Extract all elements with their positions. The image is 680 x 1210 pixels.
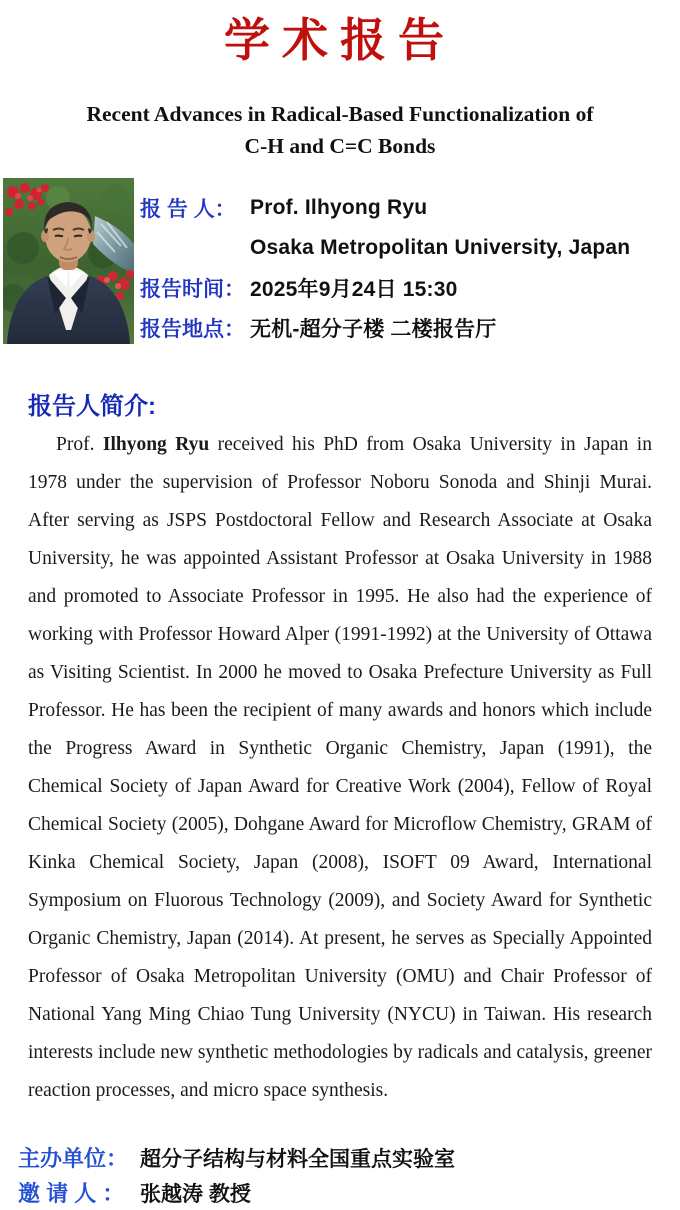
bio-speaker-name-bold: Ilhyong Ryu (102, 434, 210, 455)
info-block (140, 188, 680, 348)
talk-title-line1: Recent Advances in Radical-Based Functionalization of (86, 102, 594, 126)
bio-text-prefix: Prof. (56, 434, 103, 455)
host-value: 超分子结构与材料全国重点实验室 (140, 1147, 455, 1171)
bio-paragraph (28, 426, 652, 1110)
footer-row-host (18, 1140, 668, 1175)
location-value: 无机-超分子楼 二楼报告厅 (250, 318, 497, 341)
time-label: 报告时间： (140, 278, 245, 301)
host-label: 主办单位： (18, 1146, 129, 1171)
talk-title (0, 98, 680, 162)
speaker-photo (3, 178, 134, 344)
info-row-location (140, 308, 680, 348)
speaker-photo-illustration (3, 178, 134, 344)
info-row-time (140, 268, 680, 308)
location-label: 报告地点： (140, 318, 245, 341)
inviter-value: 张越涛 教授 (140, 1182, 251, 1206)
info-row-speaker (140, 188, 680, 228)
speaker-name: Prof. Ilhyong Ryu (250, 196, 428, 219)
talk-title-line2: C-H and C=C Bonds (244, 134, 436, 158)
time-value: 2025年9月24日 15:30 (250, 278, 458, 301)
page-title: 学术报告 (224, 14, 456, 66)
footer-row-inviter (18, 1175, 668, 1210)
bio-text-rest: received his PhD from Osaka University in Japan in 1978 under the supervision of Professor Noboru Sonoda and Shinji Murai. After serving as JSPS Postdoctoral Fellow and Research Associate at Osaka University, he was appointed Assistant Professor at Osaka University in 1988 and promoted to Associate Professor in 1995. He also had the experience of working with Professor Howard Alper (1991-1992) at the University of Ottawa as Visiting Scientist. In 2000 he moved to Osaka Prefecture University as Full Professor. He has been the recipient of many awards and honors which include the Progress Award in Synthetic Organic Chemistry, Japan (1991), the Chemical Society of Japan Award for Creative Work (2004), Fellow of Royal Chemical Society (2005), Dohgane Award for Microflow Chemistry, GRAM of Kinka Chemical Society, Japan (2008), ISOFT 09 Award, International Symposium on Fluorous Technology (2009), and Society Award for Synthetic Organic Chemistry, Japan (2014). At present, he serves as Specially Appointed Professor of Osaka Metropolitan University (OMU) and Chair Professor of National Yang Ming Chiao Tung University (NYCU) in Taiwan. His research interests include new synthetic methodologies by radicals and catalysis, greener reaction processes, and micro space synthesis. (28, 434, 652, 1101)
bio-heading: 报告人简介: (28, 393, 156, 420)
info-row-affiliation (140, 228, 680, 268)
inviter-label: 邀 请 人 ： (18, 1181, 125, 1206)
speaker-affiliation: Osaka Metropolitan University, Japan (250, 236, 631, 259)
speaker-label: 报 告 人： (140, 198, 236, 221)
footer-block (18, 1140, 668, 1210)
